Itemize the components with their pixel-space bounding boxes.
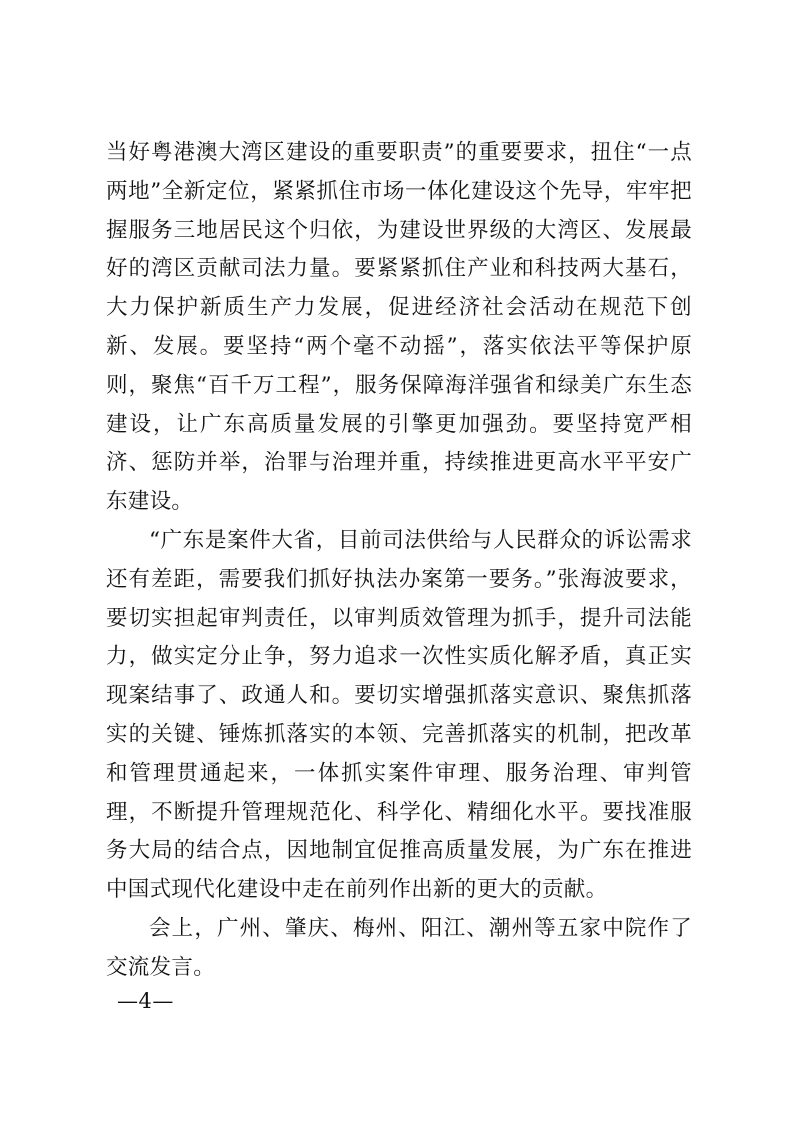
paragraph-continuation: 当好粤港澳大湾区建设的重要职责”的重要要求，扭住“一点两地”全新定位，紧紧抓住市场一体化建设这个先导，牢牢把握服务三地居民这个归依，为建设世界级的大湾区、发展最好的湾区贡献司法力量。要紧紧抓住产业和科技两大基石，大力保护新质生产力发展，促进经济社会活动在规范下创新、发展。要坚持“两个毫不动摇”，落实依法平等保护原则，聚焦“百千万工程”，服务保障海洋强省和绿美广东生态建设，让广东高质量发展的引擎更加强劲。要坚持宽严相济、惩防并举，治罪与治理并重，持续推进更高水平平安广东建设。 — [106, 140, 692, 515]
paragraph-quote: “广东是案件大省，目前司法供给与人民群众的诉讼需求还有差距，需要我们抓好执法办案第一要务。”张海波要求，要切实担起审判责任，以审判质效管理为抓手，提升司法能力，做实定分止争，努力追求一次性实质化解矛盾，真正实现案结事了、政通人和。要切实增强抓落实意识、聚焦抓落实的关键、锤炼抓落实的本领、完善抓落实的机制，把改革和管理贯通起来，一体抓实案件审理、服务治理、审判管理，不断提升管理规范化、科学化、精细化水平。要找准服务大局的结合点，因地制宜促推高质量发展，为广东在推进中国式现代化建设中走在前列作出新的更大的贡献。 — [106, 527, 692, 903]
document-body — [106, 134, 692, 988]
paragraph-meeting: 会上，广州、肇庆、梅州、阳江、潮州等五家中院作了交流发言。 — [106, 915, 692, 980]
page-number: —4— — [117, 989, 174, 1013]
